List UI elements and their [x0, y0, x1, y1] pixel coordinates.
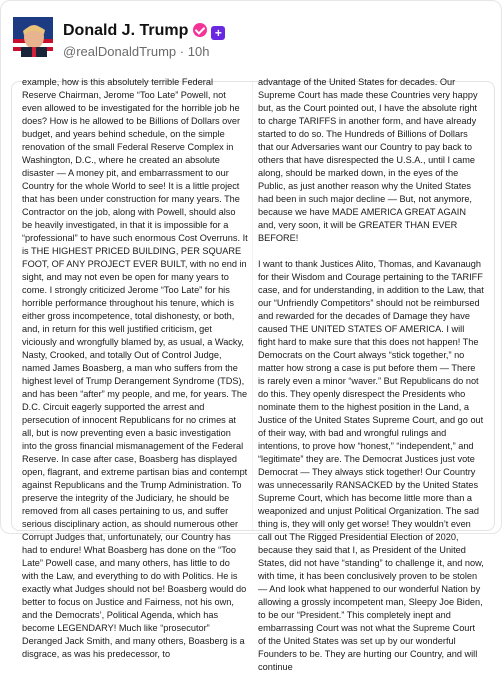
paragraph: example, how is this absolutely terrible Federal Reserve Chairman, Jerome “Too Late” Powell, not even allowed to be investigated for the horrible job he does? How is he allowed to be Billions of Dollars over budget, and years behind schedule, on the simple renovation of the small Federal Reserve Complex in Washington, D.C., where he created an absolute disaster — A money pit, and embarrassment to our Country for the whole World to see! It is a little project that has been under construction for many years. The Contractor on the job, along with Powell, should also be heavily investigated, in that it is impossible for a “professional” to have such enormous Cost Overruns. It is THE HIGHEST PRICED BUILDING, PER SQUARE FOOT, OF ANY PROJECT EVER BUILT, with no end in sight, and may not even be open for many years to come. I strongly criticized Jerome “Too Late” for his horrible performance throughout his tenure, which is either gross incompetence, total dishonesty, or both, and, in return for this well justified criticism, get viciously and wrongfully blamed by, as usual, a Wacky, Nasty, Crooked, and totally Out of Control Judge, named James Boasberg, a man who suffers from the highest level of Trump Derangement Syndrome (TDS), and has been “after” my people, and me, for years. The D.C. Circuit eagerly supported the arrest and persecution of innocent Republicans for no crimes at all, but is now preventing even a basic investigation into the gross financial mismanagement of the Federal Reserve. In case after case, Boasberg has displayed open, flagrant, and extreme partisan bias and contempt against Republicans and the Trump Administration. To preserve the integrity of the Judiciary, he should be removed from all cases pertaining to us, and suffer serious disciplinary action, as should numerous other Corrupt Judges that, unfortunately, our Country has had to endure! What Boasberg has done on the “Too Late” Powell case, and many others, has little to do with the Law, and everything to do with Politics. He is exactly what Judges should not be! Boasberg would do better to focus on Justice and Fairness, not his own, and the Democrats’, Political Agenda, which has become LEGENDARY! Much like “prosecutor” Deranged Jack Smith, and many others, Boasberg is a disgrace, as was his predecessor, to — [22, 77, 248, 659]
column-divider — [252, 82, 253, 530]
post-time[interactable]: 10h — [187, 44, 210, 59]
text-column-right — [258, 77, 484, 672]
plus-badge-icon: + — [211, 26, 225, 40]
separator-dot: · — [179, 44, 185, 59]
paragraph: I want to thank Justices Alito, Thomas, and Kavanaugh for their Wisdom and Courage pertaining to the TARIFF case, and for understanding, in addition to the Law, that our “Unfriendly Competitors” should not be reimbursed and rewarded for the decades of Damage they have caused THE UNITED STATES OF AMERICA. I will fight hard to make sure that this does not happen! The Democrats on the Court always “stick together,” no matter how strong a case is put before them — There is rarely even a minor “waver.” But Republicans do not do this. They openly disrespect the Presidents who nominate them to the highest position in the Land, a Justice of the United States Supreme Court, and go out of their way, with bad and wrongful rulings and intentions, to prove how “honest,” “independent,” and “legitimate” they are. The Democrat Justices just vote Democrat — They always stick together! Our Country was unnecessarily RANSACKED by the United States Supreme Court, which has become little more than a weaponized and unjust Political Organization. The sad thing is, they will only get worse! They wouldn’t even call out The Rigged Presidential Election of 2020, because they said that I, as President of the United States, did not have “standing” to challenge it, and now, with time, it has been conclusively proven to be stolen — And look what happened to our wonderful Nation by allowing a grossly incompetent man, Sleepy Joe Biden, to be our “President.” This completely inept and embarrassing Court was not what the Supreme Court of the United States was set up by our wonderful Founders to be. They are hurting our Country, and will continue — [258, 259, 484, 672]
author-handle[interactable]: @realDonaldTrump — [63, 44, 177, 59]
author-handle-row — [63, 44, 209, 59]
text-column-left — [22, 77, 248, 659]
avatar[interactable] — [13, 17, 53, 57]
paragraph: advantage of the United States for decades. Our Supreme Court has made these Countries very happy but, as the Court pointed out, I have the absolute right to charge TARIFFS in another form, and have already started to do so. The Hundreds of Billions of Dollars that our Adversaries want our Country to pay back to others that have disrespected the U.S.A., until I came along, should be marked down, in the eyes of the Public, as just another reason why the United States had been in such major decline — But, not anymore, because we have MADE AMERICA GREAT AGAIN and, very soon, it will be GREATER THAN EVER BEFORE! — [258, 77, 478, 243]
post-image[interactable] — [11, 77, 495, 672]
verified-badge-icon — [193, 23, 207, 37]
author-name-row — [63, 22, 225, 40]
post-header — [13, 9, 493, 65]
avatar-image — [13, 17, 53, 57]
author-name[interactable]: Donald J. Trump — [63, 22, 189, 39]
